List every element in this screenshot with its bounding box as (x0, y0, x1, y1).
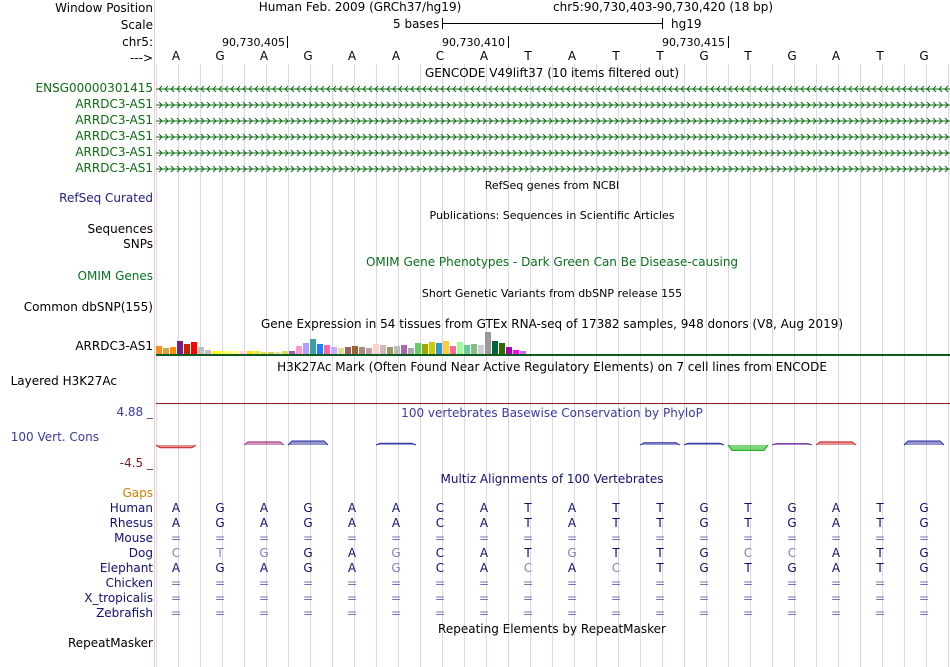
alignment-base: T (656, 501, 664, 515)
alignment-base: = (522, 606, 534, 620)
gencode-title: GENCODE V49lift37 (10 items filtered out) (424, 66, 680, 80)
alignment-base: G (303, 516, 313, 530)
repeatmasker-label[interactable]: RepeatMasker (67, 636, 153, 650)
alignment-base: = (566, 591, 578, 605)
alignment-base: A (171, 516, 181, 530)
alignment-base: = (742, 606, 754, 620)
species-label[interactable]: Dog (128, 546, 153, 560)
alignment-base: A (831, 546, 841, 560)
alignment-base: T (612, 546, 620, 560)
alignment-base: = (874, 531, 886, 545)
scale-text: 5 bases (393, 17, 440, 31)
alignment-base: G (303, 501, 313, 515)
alignment-base: = (390, 531, 402, 545)
alignment-base: T (744, 516, 752, 530)
ruler-base: A (567, 49, 577, 63)
alignment-base: G (919, 516, 929, 530)
species-label[interactable]: X_tropicalis (84, 591, 153, 605)
position-text: chr5:90,730,403-90,730,420 (18 bp) (553, 0, 774, 14)
alignment-base: T (876, 516, 884, 530)
alignment-base: T (656, 516, 664, 530)
alignment-base: A (347, 546, 357, 560)
alignment-base: A (831, 516, 841, 530)
alignment-base: A (479, 546, 489, 560)
omim-label[interactable]: OMIM Genes (77, 269, 153, 283)
alignment-base: T (656, 561, 664, 575)
alignment-base: C (435, 516, 445, 530)
alignment-base: G (699, 516, 709, 530)
alignment-base: = (918, 591, 930, 605)
alignment-base: A (567, 561, 577, 575)
sequences-label[interactable]: Sequences (87, 222, 153, 236)
alignment-base: = (610, 591, 622, 605)
alignment-base: = (786, 531, 798, 545)
ruler-base: T (744, 49, 752, 63)
alignment-base: C (743, 546, 753, 560)
alignment-base: = (522, 576, 534, 590)
ruler-base: G (215, 49, 225, 63)
alignment-base: = (522, 591, 534, 605)
cons-min-label: -4.5 _ (119, 456, 153, 470)
alignment-base: = (214, 531, 226, 545)
alignment-base: = (566, 576, 578, 590)
ruler-base: A (831, 49, 841, 63)
alignment-base: A (347, 501, 357, 515)
alignment-base: = (302, 606, 314, 620)
gaps-label[interactable]: Gaps (122, 486, 153, 500)
alignment-base: G (919, 501, 929, 515)
alignment-base: = (346, 606, 358, 620)
alignment-base: = (478, 531, 490, 545)
alignment-base: = (786, 606, 798, 620)
alignment-base: = (434, 591, 446, 605)
tick-label-1: 90,730,405 (222, 36, 285, 49)
gencode-item-label[interactable]: ARRDC3-AS1 (75, 97, 153, 111)
species-label[interactable]: Mouse (114, 531, 153, 545)
alignment-base: = (434, 576, 446, 590)
alignment-base: C (435, 501, 445, 515)
ruler-base: A (259, 49, 269, 63)
window-position-label: Window Position (55, 1, 153, 15)
alignment-base: = (170, 606, 182, 620)
alignment-base: = (214, 606, 226, 620)
species-label[interactable]: Zebrafish (96, 606, 153, 620)
alignment-base: A (479, 561, 489, 575)
h3k27ac-label[interactable]: Layered H3K27Ac (10, 374, 117, 388)
alignment-base: = (170, 591, 182, 605)
alignment-base: T (612, 501, 620, 515)
alignment-base: = (830, 576, 842, 590)
alignment-base: C (435, 561, 445, 575)
ruler-base: G (787, 49, 797, 63)
multiz-title: Multiz Alignments of 100 Vertebrates (440, 472, 664, 486)
cons-max-label: 4.88 _ (116, 405, 153, 419)
alignment-base: = (522, 531, 534, 545)
alignment-base: G (787, 561, 797, 575)
alignment-base: A (567, 501, 577, 515)
ruler-base: G (699, 49, 709, 63)
alignment-base: = (918, 531, 930, 545)
alignment-base: = (698, 531, 710, 545)
alignment-base: = (786, 576, 798, 590)
alignment-base: A (831, 501, 841, 515)
alignment-base: C (787, 546, 797, 560)
alignment-base: = (258, 591, 270, 605)
snps-label[interactable]: SNPs (123, 237, 153, 251)
alignment-base: G (303, 546, 313, 560)
alignment-base: = (698, 591, 710, 605)
ruler-base: T (876, 49, 884, 63)
alignment-base: T (216, 546, 224, 560)
scale-label: Scale (120, 18, 153, 32)
alignment-base: = (654, 591, 666, 605)
alignment-base: G (215, 561, 225, 575)
alignment-base: = (390, 606, 402, 620)
ruler-base: A (347, 49, 357, 63)
alignment-base: = (610, 576, 622, 590)
alignment-base: A (391, 516, 401, 530)
alignment-base: = (478, 576, 490, 590)
tick-label-3: 90,730,415 (662, 36, 725, 49)
alignment-base: = (874, 591, 886, 605)
alignment-base: = (874, 576, 886, 590)
alignment-base: = (346, 576, 358, 590)
alignment-base: = (698, 576, 710, 590)
alignment-base: C (435, 546, 445, 560)
alignment-base: T (876, 501, 884, 515)
alignment-base: = (478, 591, 490, 605)
track-labels (0, 0, 153, 667)
alignment-base: = (258, 606, 270, 620)
alignment-base: G (699, 561, 709, 575)
alignment-base: = (566, 531, 578, 545)
alignment-base: = (346, 591, 358, 605)
alignment-base: = (830, 606, 842, 620)
alignment-base: A (831, 561, 841, 575)
alignment-base: T (612, 516, 620, 530)
species-label[interactable]: Rhesus (109, 516, 153, 530)
alignment-base: = (698, 606, 710, 620)
gencode-item-label[interactable]: ARRDC3-AS1 (75, 145, 153, 159)
alignment-base: C (171, 546, 181, 560)
gtex-label[interactable]: ARRDC3-AS1 (75, 339, 153, 353)
alignment-base: = (390, 576, 402, 590)
alignment-base: = (214, 576, 226, 590)
alignment-base: = (478, 606, 490, 620)
omim-title: OMIM Gene Phenotypes - Dark Green Can Be Disease-causing (365, 255, 739, 269)
alignment-base: G (699, 501, 709, 515)
ruler-base: T (524, 49, 532, 63)
refseq-title: RefSeq genes from NCBI (484, 179, 620, 192)
strand-label: ---> (129, 51, 153, 65)
ruler-base: A (391, 49, 401, 63)
alignment-base: = (434, 531, 446, 545)
alignment-base: = (302, 591, 314, 605)
alignment-base: = (654, 531, 666, 545)
alignment-base: = (830, 591, 842, 605)
alignment-base: = (874, 606, 886, 620)
alignment-base: G (919, 561, 929, 575)
alignment-base: A (391, 501, 401, 515)
alignment-base: T (524, 501, 532, 515)
refseq-label[interactable]: RefSeq Curated (59, 191, 153, 205)
alignment-base: = (214, 591, 226, 605)
pubs-title: Publications: Sequences in Scientific Articles (429, 209, 675, 222)
alignment-base: = (654, 576, 666, 590)
species-label[interactable]: Human (109, 501, 153, 515)
alignment-base: = (302, 576, 314, 590)
alignment-base: G (699, 546, 709, 560)
dbsnp-title: Short Genetic Variants from dbSNP release 155 (421, 287, 683, 300)
alignment-base: = (786, 591, 798, 605)
alignment-base: = (170, 531, 182, 545)
ruler-base: A (171, 49, 181, 63)
ruler-base: T (656, 49, 664, 63)
alignment-base: = (302, 531, 314, 545)
alignment-base: A (479, 516, 489, 530)
alignment-base: = (170, 576, 182, 590)
cons-label[interactable]: 100 Vert. Cons (10, 430, 99, 444)
tick-label-2: 90,730,410 (442, 36, 505, 49)
alignment-base: = (566, 606, 578, 620)
alignment-base: = (742, 591, 754, 605)
h3k27ac-title: H3K27Ac Mark (Often Found Near Active Regulatory Elements) on 7 cell lines from ENCODE (277, 360, 827, 374)
alignment-base: A (479, 501, 489, 515)
repeat-title: Repeating Elements by RepeatMasker (438, 622, 666, 636)
species-label[interactable]: Elephant (99, 561, 153, 575)
alignment-base: = (918, 576, 930, 590)
alignment-base: G (215, 501, 225, 515)
alignment-base: G (303, 561, 313, 575)
alignment-base: C (523, 561, 533, 575)
alignment-base: A (347, 516, 357, 530)
alignment-base: T (656, 546, 664, 560)
alignment-base: T (524, 516, 532, 530)
alignment-base: C (611, 561, 621, 575)
alignment-base: T (876, 561, 884, 575)
alignment-base: G (787, 516, 797, 530)
alignment-base: = (390, 591, 402, 605)
alignment-base: G (919, 546, 929, 560)
alignment-base: G (259, 546, 269, 560)
alignment-base: A (171, 561, 181, 575)
alignment-base: = (654, 606, 666, 620)
gencode-item-label[interactable]: ARRDC3-AS1 (75, 113, 153, 127)
chrom-label: chr5: (122, 35, 153, 49)
dbsnp-label[interactable]: Common dbSNP(155) (23, 300, 153, 314)
gencode-item-label[interactable]: ARRDC3-AS1 (75, 129, 153, 143)
alignment-base: G (391, 561, 401, 575)
alignment-base: A (347, 561, 357, 575)
alignment-base: T (876, 546, 884, 560)
alignment-base: = (610, 531, 622, 545)
label-divider (154, 0, 155, 667)
alignment-base: T (744, 501, 752, 515)
cons-title: 100 vertebrates Basewise Conservation by PhyloP (401, 406, 703, 420)
assembly-text: Human Feb. 2009 (GRCh37/hg19) (258, 0, 462, 14)
alignment-base: T (524, 546, 532, 560)
alignment-base: = (346, 531, 358, 545)
alignment-base: A (259, 516, 269, 530)
gtex-title: Gene Expression in 54 tissues from GTEx RNA-seq of 17382 samples, 948 donors (V8, Aug 2019) (260, 317, 844, 331)
alignment-base: G (391, 546, 401, 560)
alignment-base: = (610, 606, 622, 620)
track-area[interactable] (156, 0, 950, 667)
ruler-base: G (919, 49, 929, 63)
ruler-base: C (435, 49, 445, 63)
alignment-base: G (787, 501, 797, 515)
alignment-base: = (434, 606, 446, 620)
alignment-base: = (258, 576, 270, 590)
alignment-base: = (742, 576, 754, 590)
alignment-base: A (259, 561, 269, 575)
alignment-base: = (918, 606, 930, 620)
gencode-item-label[interactable]: ARRDC3-AS1 (75, 161, 153, 175)
alignment-base: A (567, 516, 577, 530)
gencode-item-label[interactable]: ENSG00000301415 (35, 81, 153, 95)
alignment-base: A (259, 501, 269, 515)
alignment-base: T (744, 561, 752, 575)
ruler-base: G (303, 49, 313, 63)
ruler-base: T (612, 49, 620, 63)
alignment-base: = (258, 531, 270, 545)
species-label[interactable]: Chicken (105, 576, 153, 590)
alignment-base: = (742, 531, 754, 545)
alignment-base: G (567, 546, 577, 560)
alignment-base: = (830, 531, 842, 545)
ruler-base: A (479, 49, 489, 63)
alignment-base: A (171, 501, 181, 515)
scale-db: hg19 (671, 17, 702, 31)
alignment-base: G (215, 516, 225, 530)
